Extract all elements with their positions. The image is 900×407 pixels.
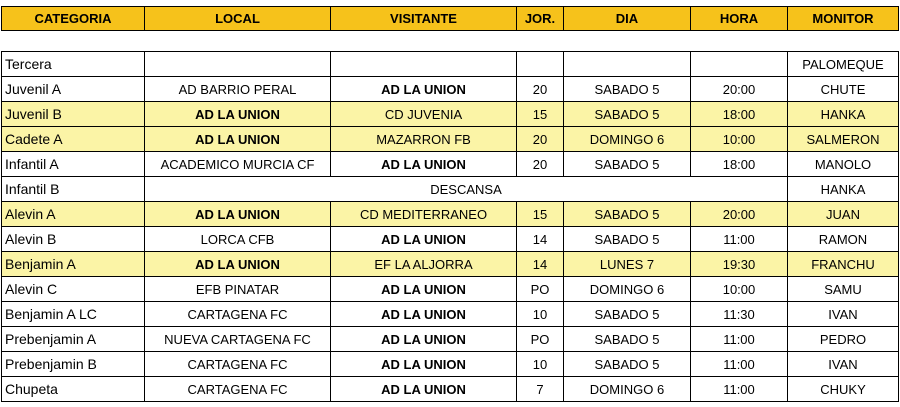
cell-dia: SABADO 5 — [564, 152, 691, 177]
cell-monitor: CHUTE — [788, 77, 899, 102]
cell-jor: PO — [517, 277, 564, 302]
cell-categoria: Alevin A — [2, 202, 145, 227]
cell-hora: 18:00 — [691, 152, 788, 177]
table-row — [2, 152, 899, 177]
header-categoria: CATEGORIA — [2, 7, 145, 31]
cell-visitante: AD LA UNION — [331, 302, 517, 327]
cell-dia: SABADO 5 — [564, 302, 691, 327]
cell-hora: 20:00 — [691, 77, 788, 102]
cell-monitor: SAMU — [788, 277, 899, 302]
cell-hora: 20:00 — [691, 202, 788, 227]
cell-monitor: IVAN — [788, 302, 899, 327]
cell-visitante: AD LA UNION — [331, 277, 517, 302]
cell-local: NUEVA CARTAGENA FC — [145, 327, 331, 352]
cell-local — [145, 52, 331, 77]
header-row — [2, 7, 899, 31]
header-dia: DIA — [564, 7, 691, 31]
cell-jor: 15 — [517, 202, 564, 227]
cell-categoria: Infantil A — [2, 152, 145, 177]
header-visitante: VISITANTE — [331, 7, 517, 31]
cell-monitor: HANKA — [788, 177, 899, 202]
cell-visitante: CD JUVENIA — [331, 102, 517, 127]
cell-jor: 10 — [517, 352, 564, 377]
cell-dia: DOMINGO 6 — [564, 277, 691, 302]
table-row — [2, 252, 899, 277]
table-row — [2, 202, 899, 227]
cell-categoria: Alevin B — [2, 227, 145, 252]
cell-hora: 11:00 — [691, 227, 788, 252]
cell-dia: DOMINGO 6 — [564, 127, 691, 152]
cell-dia: DOMINGO 6 — [564, 377, 691, 402]
table-row — [2, 352, 899, 377]
cell-categoria: Cadete A — [2, 127, 145, 152]
table-row — [2, 102, 899, 127]
cell-jor: 20 — [517, 127, 564, 152]
header-table — [1, 6, 899, 31]
cell-hora: 19:30 — [691, 252, 788, 277]
cell-local: AD LA UNION — [145, 252, 331, 277]
cell-dia: SABADO 5 — [564, 327, 691, 352]
cell-jor — [517, 52, 564, 77]
cell-categoria: Prebenjamin A — [2, 327, 145, 352]
cell-dia: SABADO 5 — [564, 352, 691, 377]
cell-dia: SABADO 5 — [564, 77, 691, 102]
cell-local: EFB PINATAR — [145, 277, 331, 302]
cell-dia: SABADO 5 — [564, 202, 691, 227]
cell-local: ACADEMICO MURCIA CF — [145, 152, 331, 177]
schedule-table — [1, 51, 899, 402]
cell-monitor: HANKA — [788, 102, 899, 127]
cell-jor: 15 — [517, 102, 564, 127]
cell-jor: 10 — [517, 302, 564, 327]
cell-local: AD LA UNION — [145, 127, 331, 152]
cell-monitor: SALMERON — [788, 127, 899, 152]
table-row — [2, 277, 899, 302]
cell-visitante: AD LA UNION — [331, 227, 517, 252]
cell-dia: SABADO 5 — [564, 102, 691, 127]
cell-categoria: Benjamin A — [2, 252, 145, 277]
cell-hora — [691, 52, 788, 77]
cell-visitante: AD LA UNION — [331, 77, 517, 102]
cell-monitor: IVAN — [788, 352, 899, 377]
cell-jor: PO — [517, 327, 564, 352]
cell-jor: 14 — [517, 252, 564, 277]
cell-monitor: JUAN — [788, 202, 899, 227]
cell-local: CARTAGENA FC — [145, 302, 331, 327]
cell-jor: 14 — [517, 227, 564, 252]
cell-jor: 20 — [517, 152, 564, 177]
table-row — [2, 227, 899, 252]
cell-categoria: Chupeta — [2, 377, 145, 402]
cell-local: CARTAGENA FC — [145, 352, 331, 377]
header-local: LOCAL — [145, 7, 331, 31]
table-row — [2, 77, 899, 102]
cell-visitante: AD LA UNION — [331, 352, 517, 377]
table-row — [2, 52, 899, 77]
cell-categoria: Benjamin A LC — [2, 302, 145, 327]
cell-categoria: Alevin C — [2, 277, 145, 302]
cell-visitante — [331, 52, 517, 77]
cell-categoria: Prebenjamin B — [2, 352, 145, 377]
cell-categoria: Juvenil A — [2, 77, 145, 102]
cell-local: AD LA UNION — [145, 102, 331, 127]
cell-hora: 11:30 — [691, 302, 788, 327]
cell-monitor: FRANCHU — [788, 252, 899, 277]
cell-hora: 11:00 — [691, 327, 788, 352]
cell-descansa: DESCANSA — [145, 177, 788, 202]
cell-local: AD BARRIO PERAL — [145, 77, 331, 102]
cell-monitor: PEDRO — [788, 327, 899, 352]
cell-local: LORCA CFB — [145, 227, 331, 252]
cell-hora: 10:00 — [691, 127, 788, 152]
cell-monitor: CHUKY — [788, 377, 899, 402]
cell-hora: 11:00 — [691, 352, 788, 377]
header-monitor: MONITOR — [788, 7, 899, 31]
table-row — [2, 377, 899, 402]
cell-hora: 18:00 — [691, 102, 788, 127]
cell-jor: 7 — [517, 377, 564, 402]
cell-monitor: RAMON — [788, 227, 899, 252]
table-row — [2, 127, 899, 152]
cell-categoria: Juvenil B — [2, 102, 145, 127]
cell-visitante: AD LA UNION — [331, 327, 517, 352]
cell-visitante: AD LA UNION — [331, 152, 517, 177]
cell-categoria: Infantil B — [2, 177, 145, 202]
table-row — [2, 177, 899, 202]
cell-dia: SABADO 5 — [564, 227, 691, 252]
cell-dia: LUNES 7 — [564, 252, 691, 277]
header-jor: JOR. — [517, 7, 564, 31]
table-row — [2, 302, 899, 327]
cell-monitor: PALOMEQUE — [788, 52, 899, 77]
cell-monitor: MANOLO — [788, 152, 899, 177]
cell-hora: 11:00 — [691, 377, 788, 402]
cell-categoria: Tercera — [2, 52, 145, 77]
cell-dia — [564, 52, 691, 77]
table-row — [2, 327, 899, 352]
cell-visitante: CD MEDITERRANEO — [331, 202, 517, 227]
cell-jor: 20 — [517, 77, 564, 102]
cell-local: AD LA UNION — [145, 202, 331, 227]
cell-visitante: MAZARRON FB — [331, 127, 517, 152]
cell-visitante: EF LA ALJORRA — [331, 252, 517, 277]
cell-hora: 10:00 — [691, 277, 788, 302]
cell-visitante: AD LA UNION — [331, 377, 517, 402]
cell-local: CARTAGENA FC — [145, 377, 331, 402]
header-hora: HORA — [691, 7, 788, 31]
